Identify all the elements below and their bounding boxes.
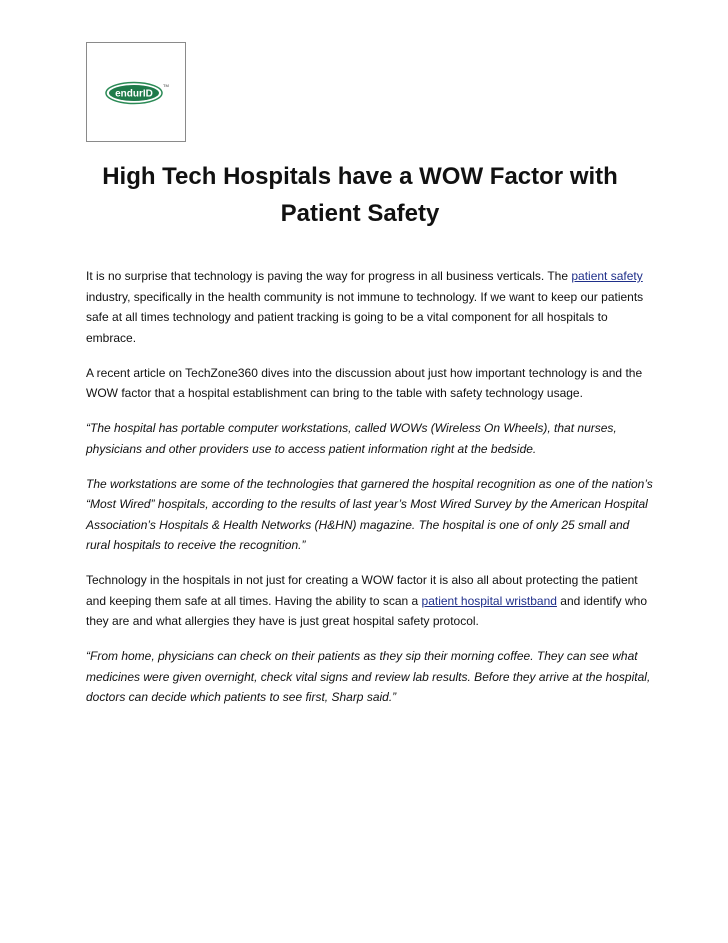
wristband-text-start: Technology in the hospitals in not just for creating a WOW factor it is also all about protecting the patient and keeping them safe at all times. Having the ability to scan a [86, 573, 638, 608]
article-body [86, 266, 656, 722]
sharp-quote: “From home, physicians can check on their patients as they sip their morning coffee. They can see what medicines were given overnight, check vital signs and review lab results. Before they arrive at the hospital, doctors can decide which patients to see first, Sharp said.” [86, 649, 651, 704]
wow-quote: “The hospital has portable computer workstations, called WOWs (Wireless On Wheels), that nurses, physicians and other providers use to access patient information right at the bedside. [86, 421, 617, 456]
most-wired-quote: The workstations are some of the technologies that garnered the hospital recognition as one of the nation’s “Most Wired” hospitals, according to the results of last year’s Most Wired Survey by the American Hospital Association’s Hospitals & Health Networks (H&HN) magazine. The hospital is one of only 25 small and rural hospitals to receive the recognition.” [86, 476, 653, 552]
wristband-paragraph [86, 570, 656, 632]
patient-hospital-wristband-link[interactable]: patient hospital wristband [421, 593, 557, 608]
logo-text: endurID [115, 88, 153, 100]
wristband-text-end: and identify who they are and what allergies they have is just great hospital safety protocol. [86, 593, 648, 628]
intro-text-start: It is no surprise that technology is paving the way for progress in all business verticals. The [86, 269, 572, 283]
endurid-logo [105, 81, 169, 105]
page-title: High Tech Hospitals have a WOW Factor with Patient Safety [102, 163, 618, 227]
intro-paragraph [86, 266, 656, 348]
intro-text-end: industry, specifically in the health community is not immune to technology. If we want to keep our patients safe at all times technology and patient tracking is going to be a vital component for all hospitals to embrace. [86, 289, 644, 345]
patient-safety-link[interactable]: patient safety [571, 269, 643, 283]
logo-frame [86, 42, 186, 142]
techzone-paragraph: A recent article on TechZone360 dives into the discussion about just how important technology is and the WOW factor that a hospital establishment can bring to the table with safety technology usage. [86, 365, 643, 400]
logo-trademark: TM [163, 83, 169, 88]
